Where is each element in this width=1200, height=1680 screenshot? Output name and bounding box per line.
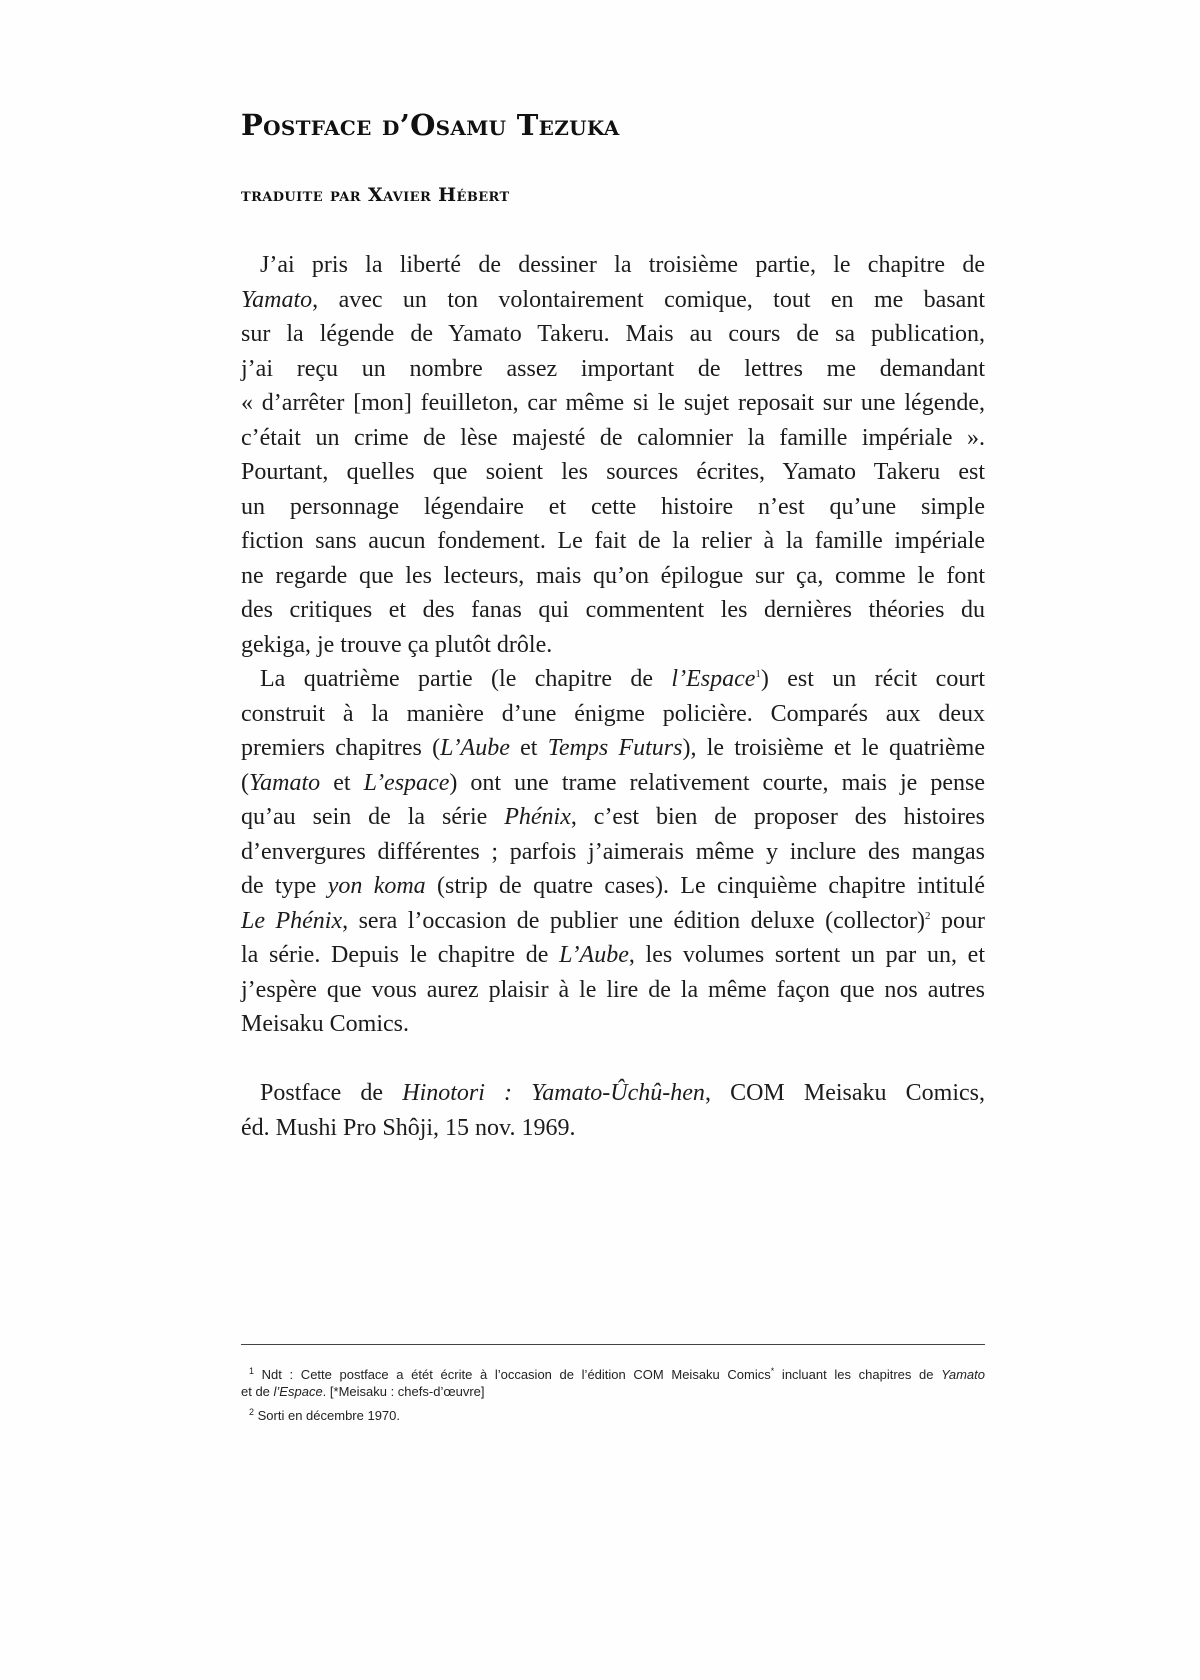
text-line: [241, 800, 985, 835]
text-run: . [*Meisaku : chefs-d’œuvre]: [322, 1384, 485, 1399]
footnote-ref-2[interactable]: 2: [925, 909, 931, 922]
text-run: la série. Depuis le chapitre de: [241, 942, 560, 968]
text-run: ), le troisième et le quatrième: [682, 735, 985, 761]
text-line: [241, 386, 985, 421]
text-line: [241, 1076, 985, 1111]
footnote-ref-1[interactable]: 1: [755, 668, 761, 680]
italic-title: L’Aube: [440, 735, 510, 761]
text-line: [241, 1007, 985, 1042]
italic-title: Temps Futurs: [547, 735, 683, 761]
text-run: Meisaku Comics.: [241, 1011, 409, 1037]
text-line: [241, 352, 985, 387]
text-run: incluant les chapitres de: [774, 1367, 942, 1382]
text-run: premiers chapitres (: [241, 735, 441, 761]
page-title: Postface d’Osamu Tezuka: [241, 108, 620, 142]
text-run: (strip de quatre cases). Le cinquième chapitre intitulé: [425, 873, 985, 899]
italic-title: l’Espace: [671, 666, 756, 692]
asterisk-marker: *: [770, 1366, 775, 1376]
italic-title: Hinotori : Yamato-Ûchû-hen: [402, 1080, 705, 1106]
text-run: ) est un récit court: [760, 666, 985, 692]
italic-title: L’espace: [363, 769, 450, 796]
text-run: j’ai reçu un nombre assez important de lettres me demandant: [241, 355, 985, 382]
text-run: Ndt : Cette postface a étét écrite à l’occasion de l’édition COM Meisaku Comics: [261, 1367, 771, 1382]
text-line: [241, 697, 985, 732]
text-line: [241, 766, 985, 801]
paragraph-2: [241, 662, 985, 1042]
text-run: , COM Meisaku Comics,: [704, 1080, 986, 1106]
text-run: Sorti en décembre 1970.: [257, 1408, 401, 1423]
text-run: (: [241, 769, 249, 796]
text-run: ne regarde que les lecteurs, mais qu’on épilogue sur ça, comme le font: [241, 562, 985, 589]
source-citation: [241, 1076, 985, 1145]
text-run: un personnage légendaire et cette histoire n’est qu’une simple: [241, 493, 985, 520]
translator-credit: traduite par Xavier Hébert: [241, 184, 510, 206]
text-line: [241, 421, 985, 456]
paragraph-1: [241, 248, 985, 662]
text-line: [241, 455, 985, 490]
text-line: [241, 524, 985, 559]
text-line: [241, 938, 985, 973]
italic-title: Le Phénix: [241, 907, 343, 934]
text-run: Pourtant, quelles que soient les sources écrites, Yamato Takeru est: [241, 459, 985, 485]
italic-title: Yamato: [249, 769, 321, 796]
footnote-line: [241, 1366, 985, 1383]
footnote-line: [241, 1383, 985, 1400]
text-run: et: [320, 769, 364, 796]
italic-term: yon koma: [327, 873, 426, 899]
footnote-1: [241, 1366, 985, 1400]
italic-title: Phénix: [504, 804, 571, 830]
text-run: ) ont une trame relativement courte, mais je pense: [449, 769, 985, 796]
text-run: et de: [241, 1384, 274, 1399]
text-line: [241, 593, 985, 628]
text-run: construit à la manière d’une énigme policière. Comparés aux deux: [241, 700, 985, 727]
text-run: d’envergures différentes ; parfois j’aimerais même y inclure des mangas: [241, 838, 985, 865]
text-line: [241, 283, 985, 318]
text-run: fiction sans aucun fondement. Le fait de la relier à la famille impériale: [241, 528, 985, 554]
text-line: [241, 904, 985, 939]
text-line: [241, 490, 985, 525]
paragraph-gap: [241, 1042, 985, 1077]
italic-title: Yamato: [241, 286, 313, 313]
text-run: , sera l’occasion de publier une édition deluxe (collector): [342, 907, 926, 934]
text-line: [241, 628, 985, 663]
text-line: [241, 973, 985, 1008]
italic-title: l’Espace: [273, 1384, 323, 1399]
text-run: « d’arrêter [mon] feuilleton, car même si le sujet reposait sur une légende,: [241, 390, 985, 416]
text-run: et: [509, 735, 548, 761]
footnote-line: [241, 1407, 985, 1424]
text-run: sur la légende de Yamato Takeru. Mais au cours de sa publication,: [241, 321, 985, 347]
footnotes: [241, 1366, 985, 1424]
text-run: éd. Mushi Pro Shôji, 15 nov. 1969.: [241, 1114, 576, 1141]
footnote-number: 2: [249, 1407, 255, 1417]
text-run: J’ai pris la liberté de dessiner la troisième partie, le chapitre de: [260, 252, 985, 278]
footnote-number: 1: [249, 1366, 255, 1376]
footnote-2: [241, 1407, 985, 1424]
text-run: qu’au sein de la série: [241, 804, 505, 830]
text-line: [241, 869, 985, 904]
text-run: , les volumes sortent un par un, et: [628, 942, 986, 968]
text-line: [241, 559, 985, 594]
text-run: Postface de: [260, 1080, 403, 1106]
text-run: de type: [241, 873, 328, 899]
text-line: [241, 731, 985, 766]
footnote-separator: [241, 1344, 985, 1345]
text-run: , c’est bien de proposer des histoires: [570, 804, 985, 830]
text-run: c’était un crime de lèse majesté de calomnier la famille impériale ».: [241, 424, 985, 451]
text-run: pour: [930, 907, 985, 934]
text-run: des critiques et des fanas qui commentent les dernières théories du: [241, 597, 985, 623]
text-run: j’espère que vous aurez plaisir à le lire de la même façon que nos autres: [241, 976, 985, 1003]
text-line: [241, 662, 985, 697]
italic-title: Yamato: [941, 1367, 985, 1382]
body-text: [241, 248, 985, 1145]
italic-title: L’Aube: [559, 942, 629, 968]
text-run: , avec un ton volontairement comique, tout en me basant: [312, 286, 985, 313]
text-line: [241, 835, 985, 870]
text-run: gekiga, je trouve ça plutôt drôle.: [241, 631, 553, 658]
text-run: La quatrième partie (le chapitre de: [260, 666, 672, 692]
text-line: [241, 248, 985, 283]
text-line: [241, 1111, 985, 1146]
text-line: [241, 317, 985, 352]
